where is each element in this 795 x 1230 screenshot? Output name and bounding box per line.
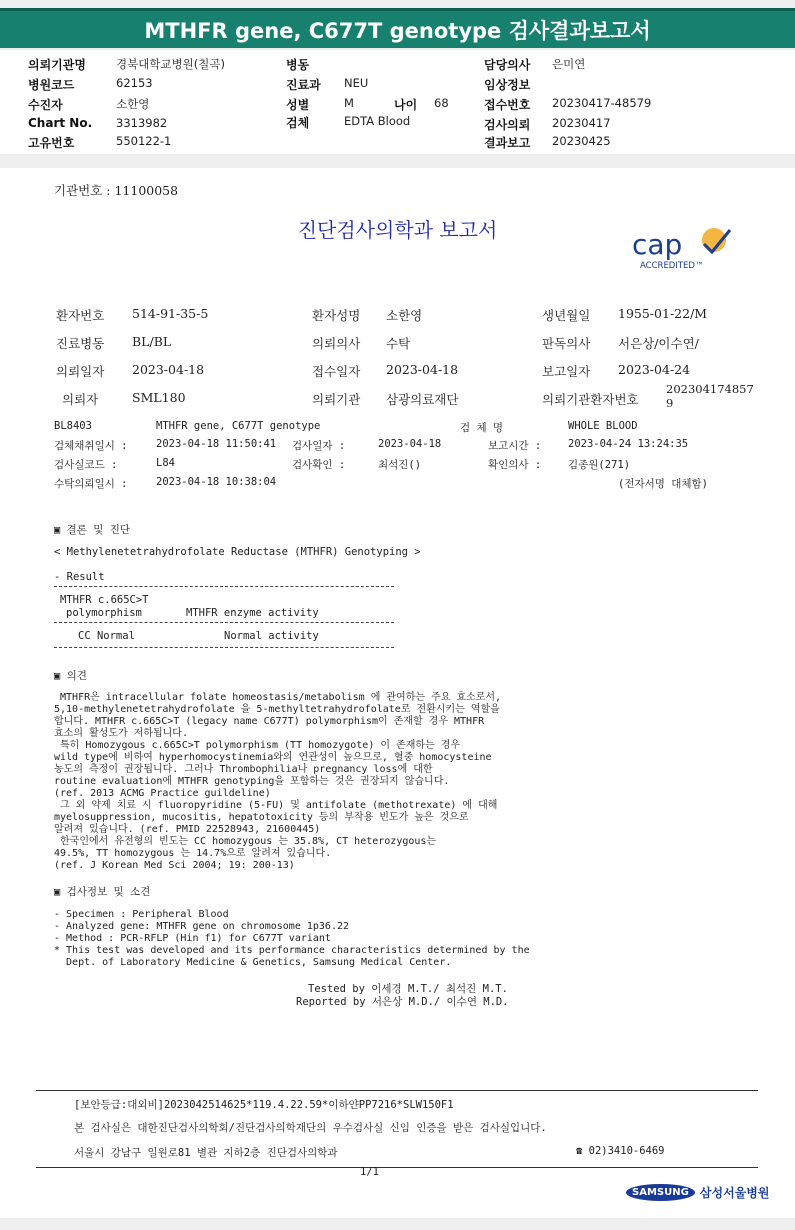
phone-text: ☎ 02)3410-6469 <box>576 1145 665 1157</box>
field-label: 나이 <box>394 98 418 112</box>
result-label: - Result <box>54 571 105 583</box>
patient-label: 진료병동 <box>56 336 105 351</box>
opinion-text: MTHFR은 intracellular folate homeostasis/metabolism 에 관여하는 주요 효소로서, 5,10-methylenetetrahydrofolate 을 5-methyltetrahydrofolate로 전환시키는 역할을 합니다. MTHFR c.665C>T (legacy name C677T) polymorphism이 존재할 경우 MTHFR 효소의 활성도가 저하됩니다. 특히 Homozygous c.665C>T polymorphism (TT homozygote) 이 존재하는 경우 wild type에 비하여 hyperhomocystinemia와의 연관성이 높으므로, 혈중 homocysteine 농도의 측정이 권장됩니다. 그러나 Thrombophilia나 pregnancy loss에 대한 routine evaluation에 MTHFR genotyping을 포함하는 것은 권장되지 않습니다. (ref. 2013 ACMG Practice guildeline) 그 외 약제 치료 시 fluoropyridine (5-FU) 및 antifolate (methotrexate) 에 대해 myelosuppression, mucositis, hepatotoxicity 등의 부작용 빈도가 높은 것으로 알려져 있습니다. (ref. PMID 22528943, 21600445) 한국인에서 유전형의 빈도는 CC homozygous 는 35.8%, CT heterozygous는 49.5%, TT homozygous 는 14.7%으로 알려져 있습니다. (ref. J Korean Med Sci 2004; 19: 200-13) <box>54 692 502 871</box>
patient-label: 환자번호 <box>56 308 105 323</box>
divider <box>54 586 394 587</box>
result-activity: Normal activity <box>224 630 319 642</box>
patient-value: SML180 <box>132 390 186 405</box>
genotyping-title: < Methylenetetrahydrofolate Reductase (MTHFR) Genotyping > <box>54 546 421 558</box>
institution-number: 기관번호 : 11100058 <box>54 183 179 198</box>
field-label: 고유번호 <box>28 136 75 150</box>
field-label: 병원코드 <box>28 78 75 92</box>
result-col1-header: MTHFR c.665C>T <box>60 594 149 606</box>
field-label: 병동 <box>286 58 310 72</box>
info-label: 검사일자 : <box>292 440 346 452</box>
section-conclusion: ▣ 결론 및 진단 <box>54 524 131 536</box>
field-value: M <box>344 96 354 110</box>
field-label: Chart No. <box>28 116 93 130</box>
field-label: 임상정보 <box>484 78 531 92</box>
samsung-hospital-logo <box>626 1182 769 1201</box>
esign-note: (전자서명 대체함) <box>618 478 708 490</box>
patient-label: 생년월일 <box>542 308 591 323</box>
field-label: 검사의뢰 <box>484 118 531 132</box>
divider <box>54 647 394 648</box>
info-value: 2023-04-18 <box>378 438 442 450</box>
field-value: 62153 <box>116 76 153 90</box>
field-value: 은미연 <box>552 57 586 71</box>
info-label: 보고시간 : <box>488 440 542 452</box>
patient-value: 수탁 <box>386 336 411 351</box>
result-genotype: CC Normal <box>78 630 135 642</box>
info-value: 2023-04-18 11:50:41 <box>156 438 277 450</box>
patient-label: 의뢰일자 <box>56 364 105 379</box>
document-title: 진단검사의학과 보고서 <box>297 218 498 242</box>
field-value: EDTA Blood <box>344 114 411 128</box>
specimen-label: 검 체 명 <box>460 422 504 434</box>
info-value: 2023-04-24 13:24:35 <box>568 438 689 450</box>
result-col1-header: polymorphism <box>66 607 142 619</box>
field-value: 20230417 <box>552 116 611 130</box>
report-header <box>0 50 795 154</box>
field-label: 접수번호 <box>484 98 531 112</box>
specimen-value: WHOLE BLOOD <box>568 420 638 432</box>
result-col2-header: MTHFR enzyme activity <box>186 607 319 619</box>
samsung-wordmark: SAMSUNG <box>626 1184 695 1201</box>
field-value: 경북대학교병원(칠곡) <box>116 57 225 71</box>
field-label: 결과보고 <box>484 136 531 150</box>
security-line: [보안등급:대외비]2023042514625*119.4.22.59*이하얀PP7216*SLW150F1 <box>74 1099 454 1111</box>
patient-label: 의뢰의사 <box>312 336 361 351</box>
patient-label: 판독의사 <box>542 336 591 351</box>
patient-value: 202304174857 <box>666 382 754 396</box>
info-value: 2023-04-18 10:38:04 <box>156 476 277 488</box>
method-text: - Specimen : Peripheral Blood - Analyzed gene: MTHFR gene on chromosome 1p36.22 - Method : PCR-RFLP (Hin f1) for C677T variant * This test was developed and its performance characteristics determined by the Dept. of Laboratory Medicine & Genetics, Samsung Medical Center. <box>54 909 530 968</box>
field-value: 20230417-48579 <box>552 96 652 110</box>
info-label: 검체채취일시 : <box>54 440 128 452</box>
field-value: 20230425 <box>552 134 611 148</box>
patient-label: 접수일자 <box>312 364 361 379</box>
field-label: 담당의사 <box>484 58 531 72</box>
info-label: 확인의사 : <box>488 459 542 471</box>
info-value: 김종원(271) <box>568 459 631 471</box>
footer-box <box>36 1090 758 1168</box>
patient-value: 서은상/이수연/ <box>618 336 699 351</box>
test-name: MTHFR gene, C677T genotype <box>156 420 321 432</box>
cap-text: cap <box>632 228 683 261</box>
patient-value: BL/BL <box>132 334 172 349</box>
patient-value: 소한영 <box>386 308 423 323</box>
field-value: 68 <box>434 96 449 110</box>
page-number: 1/1 <box>360 1166 379 1178</box>
patient-value: 2023-04-18 <box>386 362 459 377</box>
field-label: 성별 <box>286 98 310 112</box>
field-value: NEU <box>344 76 369 90</box>
divider <box>54 622 394 623</box>
patient-label: 보고일자 <box>542 364 591 379</box>
cap-accredited-logo <box>632 226 732 272</box>
field-label: 검체 <box>286 116 310 130</box>
tested-by: Tested by 이세경 M.T./ 최석진 M.T. <box>308 983 508 995</box>
info-label: 검사확인 : <box>292 459 346 471</box>
field-label: 의뢰기관명 <box>28 58 86 72</box>
field-label: 수진자 <box>28 98 63 112</box>
info-value: L84 <box>156 457 175 469</box>
certification-text: 본 검사실은 대한진단검사의학회/진단검사의학재단의 우수검사실 신임 인증을 받은 검사실입니다. <box>74 1122 547 1134</box>
patient-label: 의뢰기관 <box>312 392 361 407</box>
patient-value: 삼광의료재단 <box>386 392 459 407</box>
section-test-info: ▣ 검사정보 및 소견 <box>54 886 151 898</box>
report-document <box>0 168 795 1218</box>
patient-value: 9 <box>666 396 674 410</box>
patient-value: 1955-01-22/M <box>618 306 708 321</box>
patient-label: 의뢰자 <box>62 392 99 407</box>
section-opinion: ▣ 의견 <box>54 670 87 682</box>
info-label: 수탁의뢰일시 : <box>54 478 128 490</box>
hospital-name: 삼성서울병원 <box>699 1186 770 1200</box>
field-value: 소한영 <box>116 97 150 111</box>
patient-value: 514-91-35-5 <box>132 306 209 321</box>
info-value: 최석진() <box>378 459 422 471</box>
patient-label: 의뢰기관환자번호 <box>542 392 639 407</box>
reported-by: Reported by 서은상 M.D./ 이수연 M.D. <box>296 996 509 1008</box>
field-value: 3313982 <box>116 116 168 130</box>
cap-sub-text: ACCREDITED™ <box>640 261 704 271</box>
patient-value: 2023-04-18 <box>132 362 205 377</box>
patient-label: 환자성명 <box>312 308 361 323</box>
report-title: MTHFR gene, C677T genotype 검사결과보고서 <box>0 8 795 48</box>
address-text: 서울시 강남구 일원로81 별관 지하2층 진단검사의학과 <box>74 1147 338 1159</box>
field-label: 진료과 <box>286 78 321 92</box>
field-value: 550122-1 <box>116 134 172 148</box>
test-code: BL8403 <box>54 420 92 432</box>
info-label: 검사실코드 : <box>54 459 118 471</box>
patient-value: 2023-04-24 <box>618 362 691 377</box>
